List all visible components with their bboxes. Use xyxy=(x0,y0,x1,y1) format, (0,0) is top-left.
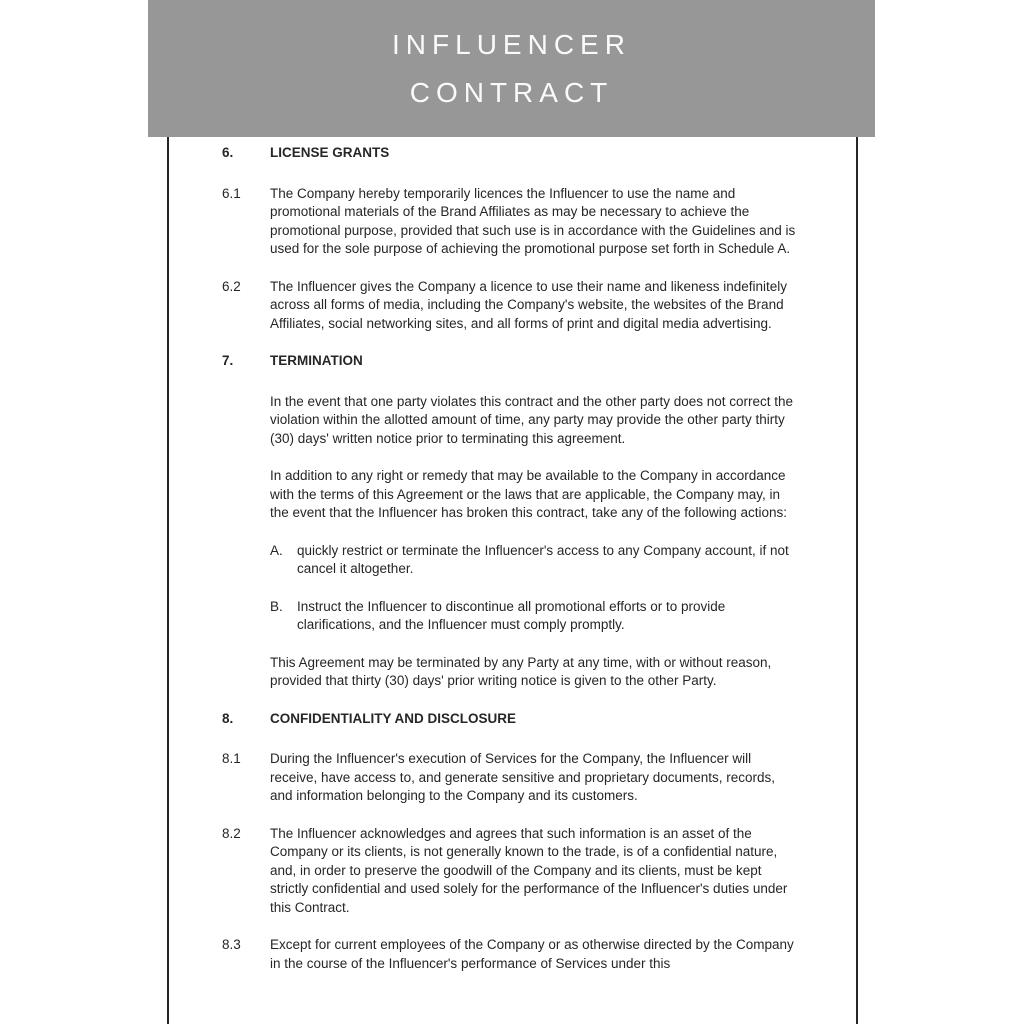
action-item-a xyxy=(222,542,798,579)
section-6-heading xyxy=(222,144,798,163)
section-8-heading xyxy=(222,710,798,729)
clause-6-1-number: 6.1 xyxy=(222,185,241,201)
action-item-b-letter: B. xyxy=(270,598,283,614)
clause-8-3-text: Except for current employees of the Company or as otherwise directed by the Company in the course of the Influencer's performance of Services under this xyxy=(270,937,794,971)
termination-paragraph-2 xyxy=(222,467,798,523)
action-item-b xyxy=(222,598,798,635)
action-item-b-text: Instruct the Influencer to discontinue all promotional efforts or to provide clarifications, and the Influencer must comply promptly. xyxy=(297,598,726,632)
document-header-banner xyxy=(148,0,875,137)
clause-6-2 xyxy=(222,278,798,334)
section-8-number: 8. xyxy=(222,710,234,726)
action-item-a-body xyxy=(270,542,798,579)
clause-8-3 xyxy=(222,936,798,973)
action-item-a-letter: A. xyxy=(270,542,283,558)
clause-8-3-number: 8.3 xyxy=(222,937,241,952)
clause-6-2-number: 6.2 xyxy=(222,278,241,294)
clause-8-2-number: 8.2 xyxy=(222,825,241,841)
document-title-line1: INFLUENCER xyxy=(392,28,631,60)
clause-8-2-text: The Influencer acknowledges and agrees that such information is an asset of the Company or its clients, is not generally known to the trade, is of a confidential nature, and, in order to preserve the goodwill of the Company and its clients, must be kept strictly confidential and used solely for the performance of the Influencer's duties under this Contract. xyxy=(270,825,788,915)
action-item-a-text: quickly restrict or terminate the Influencer's access to any Company account, if not cancel it altogether. xyxy=(297,542,789,576)
termination-paragraph-1-text: In the event that one party violates this contract and the other party does not correct the violation within the allotted amount of time, any party may provide the other party thirty (30) days' written notice prior to terminating this agreement. xyxy=(270,393,794,446)
contract-content xyxy=(222,144,798,992)
termination-paragraph-2-text: In addition to any right or remedy that may be available to the Company in accordance with the terms of this Agreement or the laws that are applicable, the Company may, in the event that the Influencer has broken this contract, take any of the following actions: xyxy=(270,468,788,520)
clause-8-1 xyxy=(222,750,798,806)
section-7-number: 7. xyxy=(222,353,234,368)
section-6-number: 6. xyxy=(222,145,234,160)
section-7-title: TERMINATION xyxy=(270,353,363,368)
clause-6-1 xyxy=(222,185,798,259)
termination-closing-text: This Agreement may be terminated by any Party at any time, with or without reason, provided that thirty (30) days' prior writing notice is given to the other Party. xyxy=(270,654,772,688)
clause-6-2-text: The Influencer gives the Company a licence to use their name and likeness indefinitely across all forms of media, including the Company's website, the websites of the Brand Affiliates, social networking sites, and all forms of print and digital media advertising. xyxy=(270,278,788,331)
clause-8-1-number: 8.1 xyxy=(222,751,241,766)
clause-6-1-text: The Company hereby temporarily licences the Influencer to use the name and promotional materials of the Brand Affiliates as may be necessary to achieve the promotional purpose, provided that such use is in accordance with the Guidelines and is used for the sole purpose of achieving the promotional purpose set forth in Schedule A. xyxy=(270,185,796,256)
section-7-heading xyxy=(222,352,798,371)
section-8-title: CONFIDENTIALITY AND DISCLOSURE xyxy=(270,710,517,726)
section-6-title: LICENSE GRANTS xyxy=(270,145,390,160)
clause-8-1-text: During the Influencer's execution of Services for the Company, the Influencer will receive, have access to, and generate sensitive and proprietary documents, records, and information belonging to the Company and its customers. xyxy=(270,751,776,803)
clause-8-2 xyxy=(222,825,798,918)
document-title-line2: CONTRACT xyxy=(409,76,614,108)
action-item-b-body xyxy=(270,598,798,635)
termination-closing-paragraph xyxy=(222,654,798,691)
termination-paragraph-1 xyxy=(222,393,798,449)
